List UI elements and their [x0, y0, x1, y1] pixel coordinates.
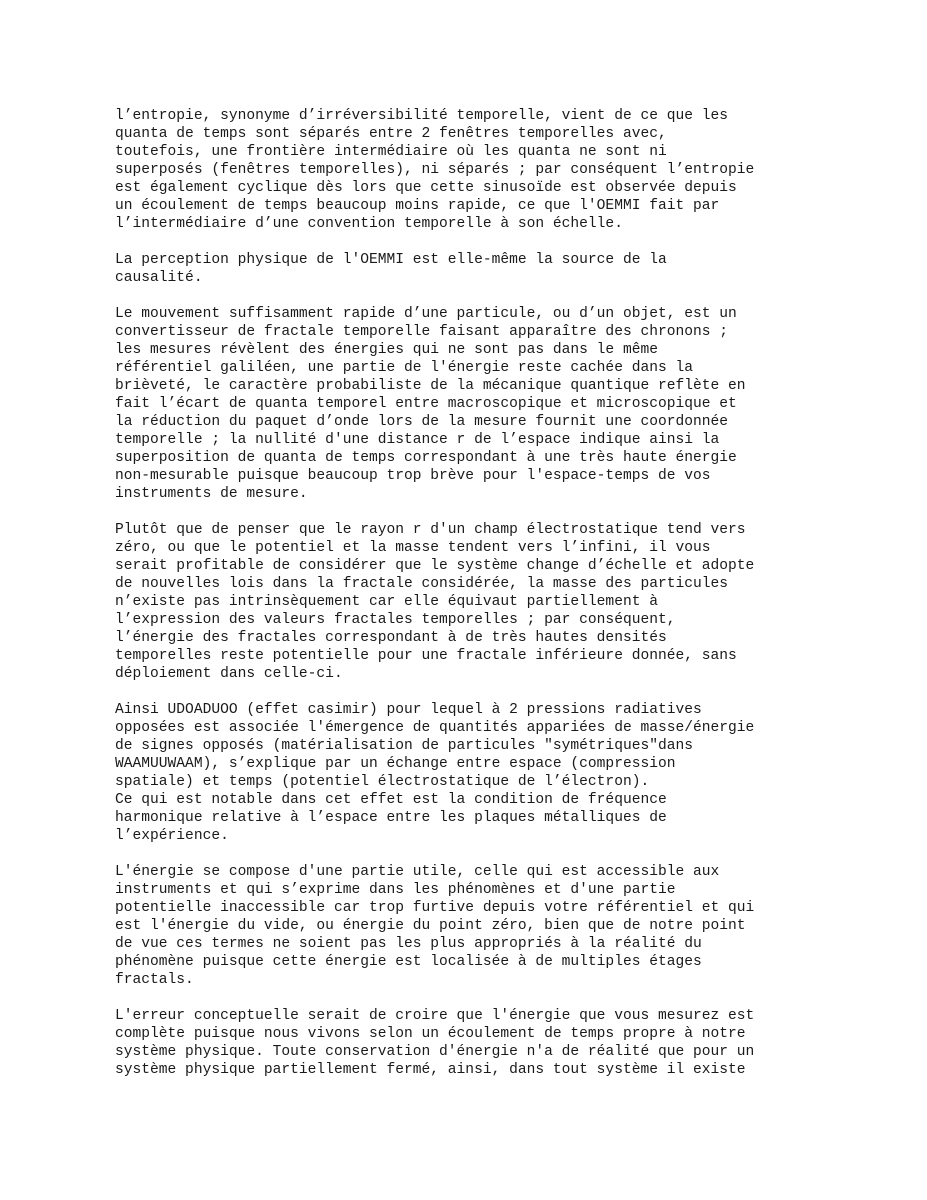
paragraph [115, 863, 835, 989]
document-body [115, 107, 835, 1097]
text-line: WAAMUUWAAM), s’explique par un échange entre espace (compression [115, 756, 676, 772]
text-line: un écoulement de temps beaucoup moins rapide, ce que l'OEMMI fait par [115, 198, 720, 214]
text-line: temporelles reste potentielle pour une fractale inférieure donnée, sans [115, 648, 737, 664]
paragraph [115, 107, 835, 233]
text-line: l’énergie des fractales correspondant à de très hautes densités [115, 630, 667, 646]
text-line: convertisseur de fractale temporelle faisant apparaître des chronons ; [115, 324, 729, 340]
paragraph [115, 1007, 835, 1079]
text-line: est également cyclique dès lors que cette sinusoïde est observée depuis [115, 180, 737, 196]
text-line: Ainsi UDOADUOO (effet casimir) pour lequel à 2 pressions radiatives [115, 702, 702, 718]
text-line: superposition de quanta de temps correspondant à une très haute énergie [115, 450, 737, 466]
text-line: la réduction du paquet d’onde lors de la mesure fournit une coordonnée [115, 414, 729, 430]
text-line: système physique. Toute conservation d'énergie n'a de réalité que pour un [115, 1044, 755, 1060]
text-line: de vue ces termes ne soient pas les plus appropriés à la réalité du [115, 936, 702, 952]
text-line: l’entropie, synonyme d’irréversibilité temporelle, vient de ce que les [115, 108, 729, 124]
text-line: potentielle inaccessible car trop furtive depuis votre référentiel et qui [115, 900, 755, 916]
text-line: temporelle ; la nullité d'une distance r de l’espace indique ainsi la [115, 432, 720, 448]
text-line: zéro, ou que le potentiel et la masse tendent vers l’infini, il vous [115, 540, 711, 556]
text-line: est l'énergie du vide, ou énergie du point zéro, bien que de notre point [115, 918, 746, 934]
paragraph [115, 305, 835, 503]
text-line: opposées est associée l'émergence de quantités appariées de masse/énergie [115, 720, 755, 736]
paragraph [115, 701, 835, 845]
text-line: Le mouvement suffisamment rapide d’une particule, ou d’un objet, est un [115, 306, 737, 322]
text-line: superposés (fenêtres temporelles), ni séparés ; par conséquent l’entropie [115, 162, 755, 178]
text-line: l’expérience. [115, 828, 229, 844]
text-line: système physique partiellement fermé, ainsi, dans tout système il existe [115, 1062, 746, 1078]
paragraph [115, 251, 835, 287]
text-line: l’intermédiaire d’une convention temporelle à son échelle. [115, 216, 623, 232]
text-line: serait profitable de considérer que le système change d’échelle et adopte [115, 558, 755, 574]
text-line: causalité. [115, 270, 203, 286]
paragraph [115, 521, 835, 683]
text-line: de nouvelles lois dans la fractale considérée, la masse des particules [115, 576, 729, 592]
text-line: les mesures révèlent des énergies qui ne sont pas dans le même [115, 342, 658, 358]
text-line: l’expression des valeurs fractales temporelles ; par conséquent, [115, 612, 676, 628]
text-line: La perception physique de l'OEMMI est elle-même la source de la [115, 252, 667, 268]
text-line: fait l’écart de quanta temporel entre macroscopique et microscopique et [115, 396, 737, 412]
text-line: de signes opposés (matérialisation de particules "symétriques"dans [115, 738, 694, 754]
text-line: déploiement dans celle-ci. [115, 666, 343, 682]
text-line: quanta de temps sont séparés entre 2 fenêtres temporelles avec, [115, 126, 667, 142]
text-line: n’existe pas intrinsèquement car elle équivaut partiellement à [115, 594, 658, 610]
text-line: complète puisque nous vivons selon un écoulement de temps propre à notre [115, 1026, 746, 1042]
text-line: fractals. [115, 972, 194, 988]
text-line: instruments et qui s’exprime dans les phénomènes et d'une partie [115, 882, 676, 898]
text-line: Ce qui est notable dans cet effet est la condition de fréquence [115, 792, 667, 808]
text-line: L'énergie se compose d'une partie utile, celle qui est accessible aux [115, 864, 720, 880]
text-line: non-mesurable puisque beaucoup trop brève pour l'espace-temps de vos [115, 468, 711, 484]
text-line: phénomène puisque cette énergie est localisée à de multiples étages [115, 954, 702, 970]
text-line: toutefois, une frontière intermédiaire où les quanta ne sont ni [115, 144, 667, 160]
text-line: spatiale) et temps (potentiel électrostatique de l’électron). [115, 774, 650, 790]
text-line: L'erreur conceptuelle serait de croire que l'énergie que vous mesurez est [115, 1008, 755, 1024]
text-line: Plutôt que de penser que le rayon r d'un champ électrostatique tend vers [115, 522, 746, 538]
text-line: instruments de mesure. [115, 486, 308, 502]
text-line: référentiel galiléen, une partie de l'énergie reste cachée dans la [115, 360, 694, 376]
text-line: brièveté, le caractère probabiliste de la mécanique quantique reflète en [115, 378, 746, 394]
text-line: harmonique relative à l’espace entre les plaques métalliques de [115, 810, 667, 826]
